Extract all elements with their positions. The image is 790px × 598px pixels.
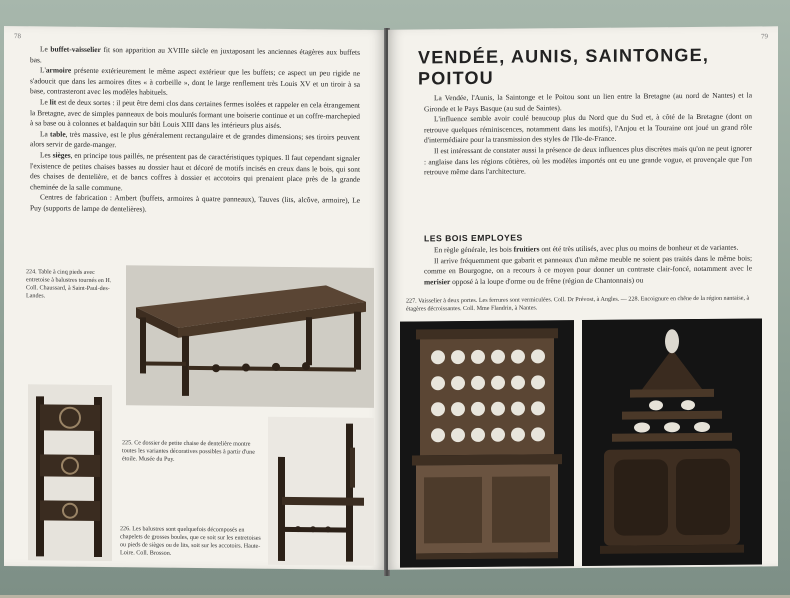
photo-chair-back: [28, 384, 112, 561]
vaisselier-illustration: [400, 320, 574, 568]
paragraph-merisier: Il arrive fréquemment que gabarit et panneaux d'un même meuble ne soient pas traités dans le même bois; comme en Bourgogne, on a recours à ce moyen pour donner un contraste clair-foncé, notamment avec le merisier opposé à la loupe d'orme ou de frêne (région de Chantonnais) ou: [424, 253, 752, 287]
right-body-text: [424, 91, 752, 179]
caption-225: 225. Ce dossier de petite chaise de dentelière montre toutes les variantes décoratives possibles à partir d'une étoile. Musée du Puy.: [122, 440, 255, 463]
chair-back-illustration: [28, 384, 112, 561]
right-page: [388, 26, 778, 569]
encoignure-illustration: [582, 318, 762, 566]
caption-224: 224. Table à cinq pieds avec entretoise à balustres tournés en H. Coll. Chaussard, à Saint-Paul-des-Landes.: [26, 269, 112, 300]
left-body-text: [30, 44, 360, 217]
paragraph-influences-discretes: Il est intéressant de constater aussi la présence de deux influences plus discrètes mais qu'on ne peut ignorer : anglaise dans les régions côtières, où les modèles importés ont eu une grande vogue, et provençale que l'on retrouve même dans l'architecture.: [424, 143, 752, 177]
section-heading-bois: LES BOIS EMPLOYES: [424, 232, 523, 244]
photo-encoignure: [582, 318, 762, 566]
paragraph-armoire: L'armoire présente extérieurement le même aspect extérieur que les buffets; ce aspect un peu rigide ne s'adoucit que dans les armoires dites « à corbeille », dont le large renflement très Louis XV et un tiroir à sa base, contrasteront avec les modèles habituels.: [30, 65, 360, 98]
photo-vaisselier: [400, 320, 574, 568]
right-body-text-2: [424, 243, 752, 288]
caption-227-228: 227. Vaisselier à deux portes. Les ferrures sont vermiculées. Coll. Dr Prévost, à Angles. — 228. Encoignure en chêne de la région nantaise, à étagères décroissantes. Coll. Mme Flandrin, à Nantes.: [406, 295, 750, 313]
page-number-left: 78: [14, 32, 21, 41]
chapter-title: VENDÉE, AUNIS, SAINTONGE, POITOU: [418, 44, 710, 89]
photo-table: [126, 265, 374, 408]
paragraph-buffet: Le buffet-vaisselier fit son apparition au XVIIIe siècle en juxtaposant les anciennes étagères aux buffets bas.: [30, 44, 360, 64]
paragraph-table: La table, très massive, est le plus généralement rectangulaire et de grandes dimensions; ses tiroirs peuvent alors servir de garde-manger.: [30, 129, 360, 150]
paragraph-sieges: Les sièges, en principe tous paillés, ne présentent pas de caractéristiques typiques. Il faut cependant signaler l'existence de petites chaises basses au dossier haut et décoré de motifs incisés en creux dans le bois, qui sont des chaises de dentelière, et de bancs coffres à dossier et accotoirs qui prenaient place près de la grande cheminée de la salle commune.: [30, 150, 360, 192]
paragraph-centres: Centres de fabrication : Ambert (buffets, armoires à quatre panneaux), Tauves (lits, alcôve, armoire), Le Puy (supports de lampe de dentelières).: [30, 192, 360, 214]
left-page: [4, 26, 386, 570]
paragraph-influence: L'influence semble avoir coulé beaucoup plus du Nord que du Sud et, à côté de la Bretagne (dont on retrouve quelques réminiscences, notamment dans les motifs), l'Anjou et la Touraine ont joué un grand rôle d'intermédiaire pour la transmission des styles de l'Ile-de-France.: [424, 111, 752, 145]
paragraph-fruitiers: En règle générale, les bois fruitiers ont été très utilisés, avec plus ou moins de bonheur et de variantes.: [434, 242, 739, 255]
paragraph-vendee: La Vendée, l'Aunis, la Saintonge et le Poitou sont un lien entre la Bretagne (au nord de Nantes) et la Gironde et le Pays Basque (au sud de Saintes).: [424, 90, 752, 113]
book-spread: [4, 28, 786, 590]
paragraph-lit: Le lit est de deux sortes : il peut être demi clos dans certaines fermes isolées et rappeler en cela étrangement la Bretagne, avec de simples panneaux de bois moulurés formant une boiserie continue et un coffre-marchepied à sa base ou à colonnes et baldaquin sur bâti Louis XIII dans les intérieurs plus aisés.: [30, 97, 360, 131]
photo-spindle-chair: [268, 417, 374, 566]
table-illustration: [126, 265, 374, 408]
page-number-right: 79: [761, 32, 768, 41]
caption-226: 226. Les balustres sont quelquefois décomposés en chapelets de grosses boules, que ce soit sur les entretoises ou pieds de sièges ou de lits, soit sur les accotoirs. Haute-Loire. Coll. Brosson.: [120, 526, 261, 557]
spindle-chair-illustration: [268, 417, 374, 566]
